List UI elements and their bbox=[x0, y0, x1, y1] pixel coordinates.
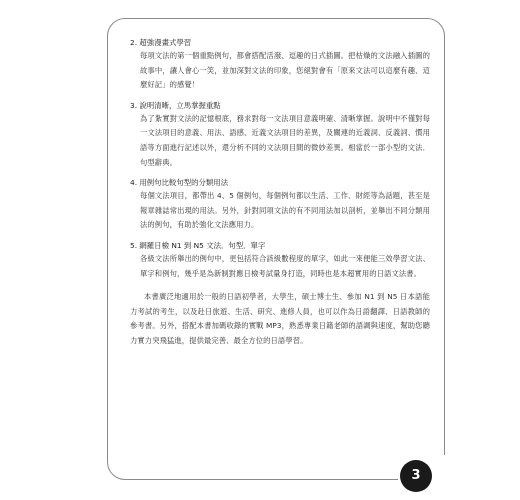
section-title: 3. 說明清晰，立馬掌握重點 bbox=[130, 100, 221, 110]
page-content bbox=[130, 36, 430, 349]
section-comic-learning bbox=[130, 36, 430, 93]
section-title: 4. 用例句比較句型的分類用法 bbox=[130, 178, 229, 188]
section-n1-n5-coverage bbox=[130, 239, 430, 281]
page-number: 3 bbox=[400, 460, 432, 492]
section-title: 2. 超強漫畫式學習 bbox=[130, 38, 192, 47]
section-clear-explanation bbox=[130, 99, 430, 170]
section-example-sentences bbox=[130, 176, 430, 233]
section-body: 每個文法項目，都帶出 4、5 個例句，每個例句都以生活、工作、財經等為話題，甚至是報章雜誌常出現的用法。另外，針對同項文法的有不同用法加以剖析，並舉出不同分類用法的例句，有助於強化文法應用力。 bbox=[140, 191, 430, 230]
section-body: 各級文法所舉出的例句中，更包括符合該級數程度的單字，如此一來便能三效學習文法、單字和例句，幾乎是為新制對應日檢考試量身打造，同時也是本超實用的日語文法書。 bbox=[140, 253, 430, 278]
section-title: 5. 網羅日檢 N1 到 N5 文法．句型．單字 bbox=[130, 240, 266, 250]
summary-paragraph: 本書廣泛地適用於一般的日語初學者，大學生，碩士博士生、參加 N1 到 N5 日本語能力考試的考生，以及赴日旅遊、生活、研究、進修人員，也可以作為日語翻譯、日語教師的參考書。另外，搭配本書加碼收錄的實戰 MP3，熟悉專業日籍老師的語調與速度，幫助您聽力實力突飛猛進，提供最完善、最全方位的日語學習。 bbox=[130, 292, 430, 345]
section-body: 每項文法的第一個重點例句，都會搭配活潑、逗趣的日式插圖。把枯燥的文法融入插圖的故事中，讓人會心一笑，並加深對文法的印象，您絕對會有「原來文法可以這麼有趣、這麼好記」的感覺！ bbox=[140, 51, 430, 90]
section-body: 為了紮實對文法的記憶根底，務求對每一文法項目意義明確、清晰掌握。說明中不僅對每一文法項目的意義、用法、語感、近義文法項目的差異，及關連的近義詞、反義詞、慣用語等方面進行記述以外，還分析不同的文法項目間的微妙差異。相當於一部小型的文法．句型辭典。 bbox=[140, 113, 430, 167]
